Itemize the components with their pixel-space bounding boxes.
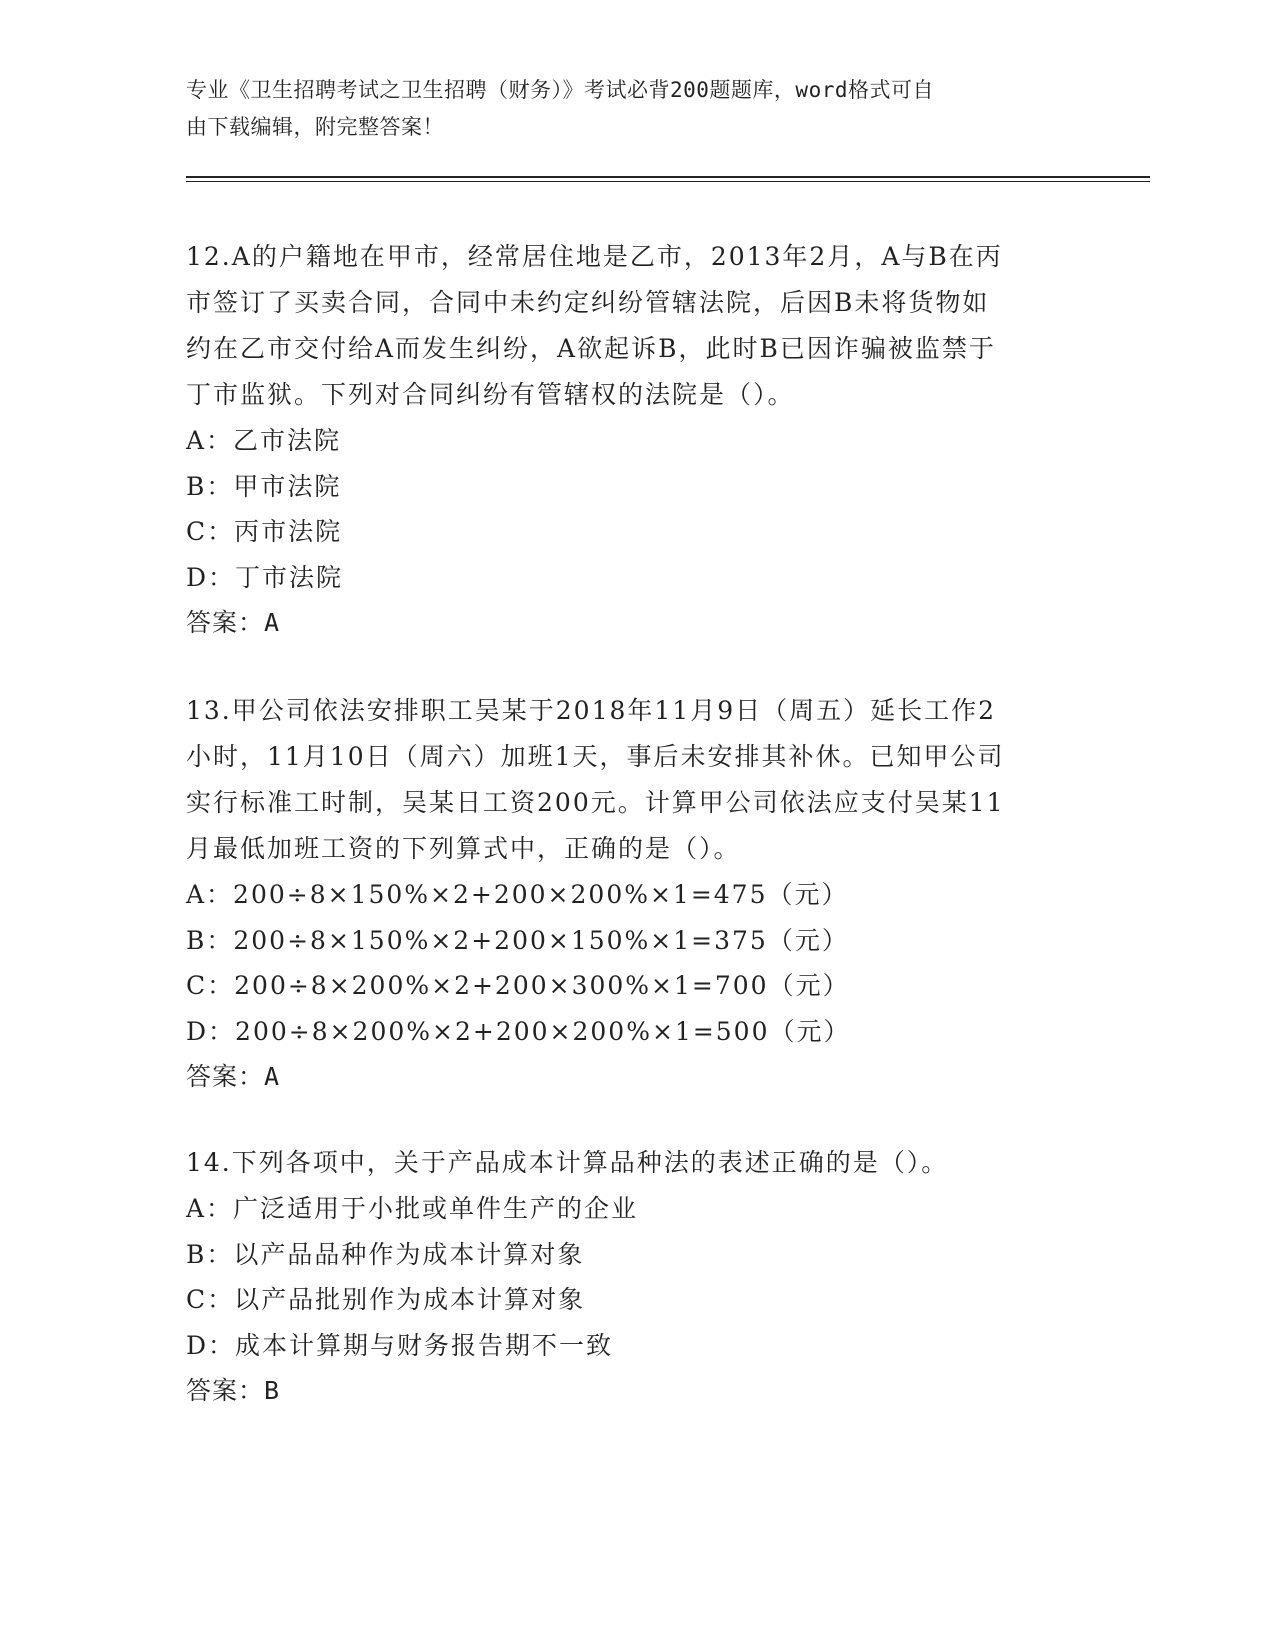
option-c: C：200÷8×200%×2+200×300%×1=700（元） — [186, 971, 850, 1000]
option-d: D：200÷8×200%×2+200×200%×1=500（元） — [186, 1016, 851, 1046]
option-c: C：丙市法院 — [186, 517, 343, 546]
answer: 答案：B — [186, 1376, 281, 1405]
question-13 — [186, 688, 1086, 1100]
header-line-1: 专业《卫生招聘考试之卫生招聘（财务）》考试必背200题题库，word格式可自 — [186, 78, 934, 102]
question-stem — [186, 1140, 1086, 1186]
stem-line: 小时，11月10日（周六）加班1天，事后未安排其补休。已知甲公司 — [186, 742, 1005, 771]
option-d: D：丁市法院 — [186, 562, 344, 592]
question-14 — [186, 1140, 1086, 1414]
stem-line: 12.A的户籍地在甲市，经常居住地是乙市，2013年2月，A与B在丙 — [186, 242, 1003, 271]
option-a: A：乙市法院 — [186, 426, 342, 455]
document-header — [186, 72, 1066, 146]
option-b: B：以产品品种作为成本计算对象 — [186, 1239, 585, 1269]
option-d: D：成本计算期与财务报告期不一致 — [186, 1330, 614, 1360]
header-divider-thin — [186, 181, 1150, 182]
stem-line: 月最低加班工资的下列算式中，正确的是（）。 — [186, 834, 741, 863]
header-divider-thick — [186, 176, 1150, 178]
question-stem — [186, 234, 1086, 418]
option-c: C：以产品批别作为成本计算对象 — [186, 1285, 586, 1314]
stem-line: 实行标准工时制，吴某日工资200元。计算甲公司依法应支付吴某11 — [186, 788, 1005, 817]
stem-line: 丁市监狱。下列对合同纠纷有管辖权的法院是（）。 — [186, 380, 795, 409]
option-a: A：广泛适用于小批或单件生产的企业 — [186, 1194, 639, 1223]
stem-line: 约在乙市交付给A而发生纠纷，A欲起诉B，此时B已因诈骗被监禁于 — [186, 334, 996, 363]
option-b: B：200÷8×150%×2+200×150%×1=375（元） — [186, 925, 849, 955]
stem-line: 14.下列各项中，关于产品成本计算品种法的表述正确的是（）。 — [186, 1148, 949, 1177]
option-b: B：甲市法院 — [186, 471, 342, 501]
header-line-2: 由下载编辑，附完整答案！ — [186, 115, 444, 139]
option-a: A：200÷8×150%×2+200×200%×1=475（元） — [186, 880, 849, 909]
stem-line: 13.甲公司依法安排职工吴某于2018年11月9日（周五）延长工作2 — [186, 696, 997, 725]
question-12 — [186, 234, 1086, 646]
question-stem — [186, 688, 1086, 872]
answer: 答案：A — [186, 608, 281, 637]
answer: 答案：A — [186, 1062, 281, 1091]
stem-line: 市签订了买卖合同，合同中未约定纠纷管辖法院，后因B未将货物如 — [186, 288, 990, 317]
